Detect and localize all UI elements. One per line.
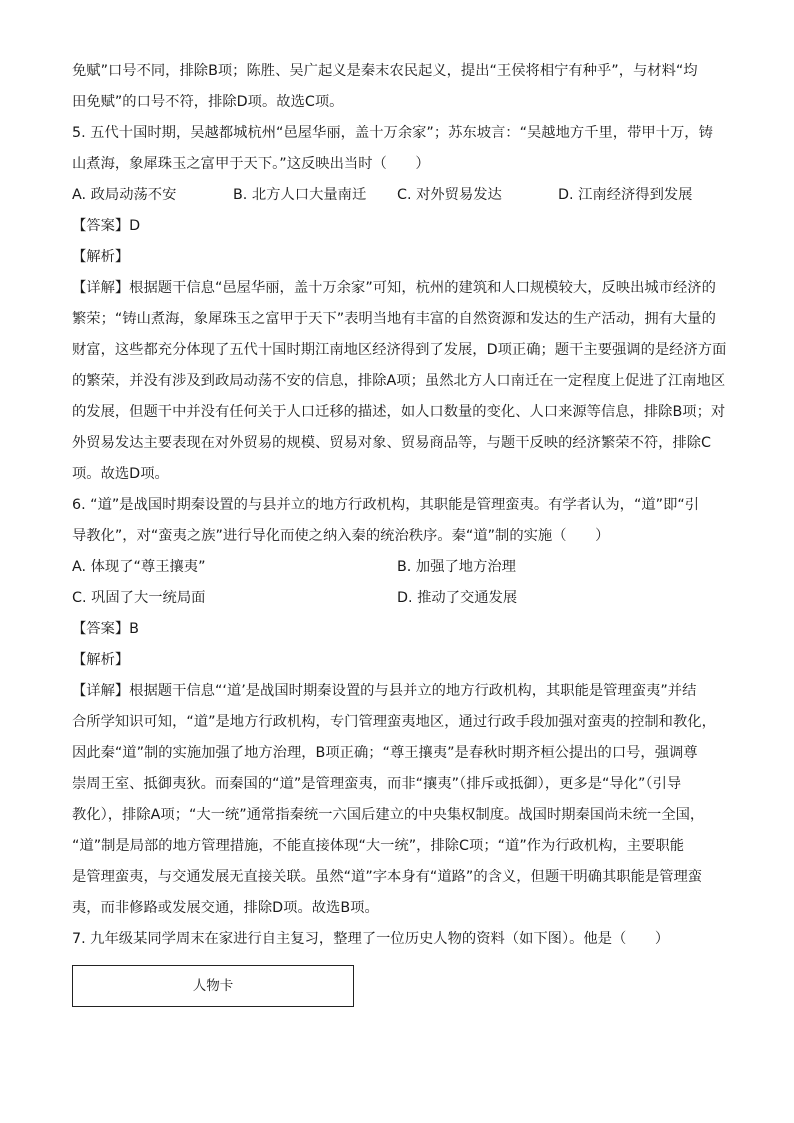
q6-answer: 【答案】B: [72, 621, 139, 637]
q5-detail-line: 外贸易发达主要表现在对外贸易的规模、贸易对象、贸易商品等，与题干反映的经济繁荣不符，排除C: [72, 435, 712, 451]
q6-analysis-label: 【解析】: [72, 652, 130, 668]
q5-detail-line: 的繁荣，并没有涉及到政局动荡不安的信息，排除A项；虽然北方人口南迁在一定程度上促进了江南地区: [72, 373, 726, 389]
document-page: [72, 56, 727, 955]
q5-detail-line: 项。故选D项。: [72, 466, 169, 482]
q6-detail-line: “道”制是局部的地方管理措施，不能直接体现“大一统”，排除C项；“道”作为行政机构，主要职能: [72, 838, 684, 854]
person-card-header: 人物卡: [72, 965, 354, 1007]
q5-stem-line: 山煮海，象犀珠玉之富甲于天下。”这反映出当时（ ）: [72, 156, 430, 172]
q5-option-a: A. 政局动荡不安: [72, 187, 177, 203]
q5-detail-line: 的发展，但题干中并没有任何关于人口迁移的描述，如人口数量的变化、人口来源等信息，排除B项；对: [72, 404, 726, 420]
q6-option-a: A. 体现了“尊王攘夷”: [72, 559, 206, 575]
q4-analysis-line: 田免赋”的口号不符，排除D项。故选C项。: [72, 94, 344, 110]
q5-option-d: D. 江南经济得到发展: [558, 187, 693, 203]
q7-stem: 7. 九年级某同学周末在家进行自主复习，整理了一位历史人物的资料（如下图）。他是（ ）: [72, 931, 670, 947]
q5-analysis-label: 【解析】: [72, 249, 130, 265]
q5-option-c: C. 对外贸易发达: [397, 187, 502, 203]
q5-detail-line: 【详解】根据题干信息“邑屋华丽，盖十万余家”可知，杭州的建筑和人口规模较大，反映出城市经济的: [72, 280, 716, 296]
q6-stem-line: 6. “道”是战国时期秦设置的与县并立的地方行政机构，其职能是管理蛮夷。有学者认为，“道”即“引: [72, 497, 700, 513]
q5-answer: 【答案】D: [72, 218, 141, 234]
q5-detail-line: 繁荣；“铸山煮海，象犀珠玉之富甲于天下”表明当地有丰富的自然资源和发达的生产活动，拥有大量的: [72, 311, 716, 327]
q5-options: [72, 180, 724, 211]
q6-options-row-1: [72, 552, 724, 583]
q5-stem-line: 5. 五代十国时期，吴越都城杭州“邑屋华丽，盖十万余家”；苏东坡言：“吴越地方千里，带甲十万，铸: [72, 125, 713, 141]
q6-option-d: D. 推动了交通发展: [397, 590, 518, 606]
q6-detail-line: 合所学知识可知，“道”是地方行政机构，专门管理蛮夷地区，通过行政手段加强对蛮夷的控制和教化，: [72, 714, 716, 730]
q6-detail-line: 是管理蛮夷，与交通发展无直接关联。虽然“道”字本身有“道路”的含义，但题干明确其职能是管理蛮: [72, 869, 703, 885]
q6-options-row-2: [72, 583, 724, 614]
q6-detail-line: 因此秦“道”制的实施加强了地方治理，B项正确；“尊王攘夷”是春秋时期齐桓公提出的口号，强调尊: [72, 745, 698, 761]
q6-stem-line: 导教化”，对“蛮夷之族”进行导化而使之纳入秦的统治秩序。秦“道”制的实施（ ）: [72, 528, 610, 544]
q6-detail-line: 【详解】根据题干信息“‘道’是战国时期秦设置的与县并立的地方行政机构，其职能是管理蛮夷”并结: [72, 683, 697, 699]
q5-option-b: B. 北方人口大量南迁: [233, 187, 367, 203]
q6-detail-line: 夷，而非修路或发展交通，排除D项。故选B项。: [72, 900, 379, 916]
q6-option-c: C. 巩固了大一统局面: [72, 590, 206, 606]
q6-detail-line: 教化），排除A项；“大一统”通常指秦统一六国后建立的中央集权制度。战国时期秦国尚未统一全国，: [72, 807, 705, 823]
q5-detail-line: 财富，这些都充分体现了五代十国时期江南地区经济得到了发展，D项正确；题干主要强调的是经济方面: [72, 342, 727, 358]
q6-detail-line: 崇周王室、抵御夷狄。而秦国的“道”是管理蛮夷，而非“攘夷”（排斥或抵御），更多是“导化”（引导: [72, 776, 682, 792]
q4-analysis-line: 免赋”口号不同，排除B项；陈胜、吴广起义是秦末农民起义，提出“王侯将相宁有种乎”，与材料“均: [72, 63, 698, 79]
q6-option-b: B. 加强了地方治理: [397, 559, 516, 575]
